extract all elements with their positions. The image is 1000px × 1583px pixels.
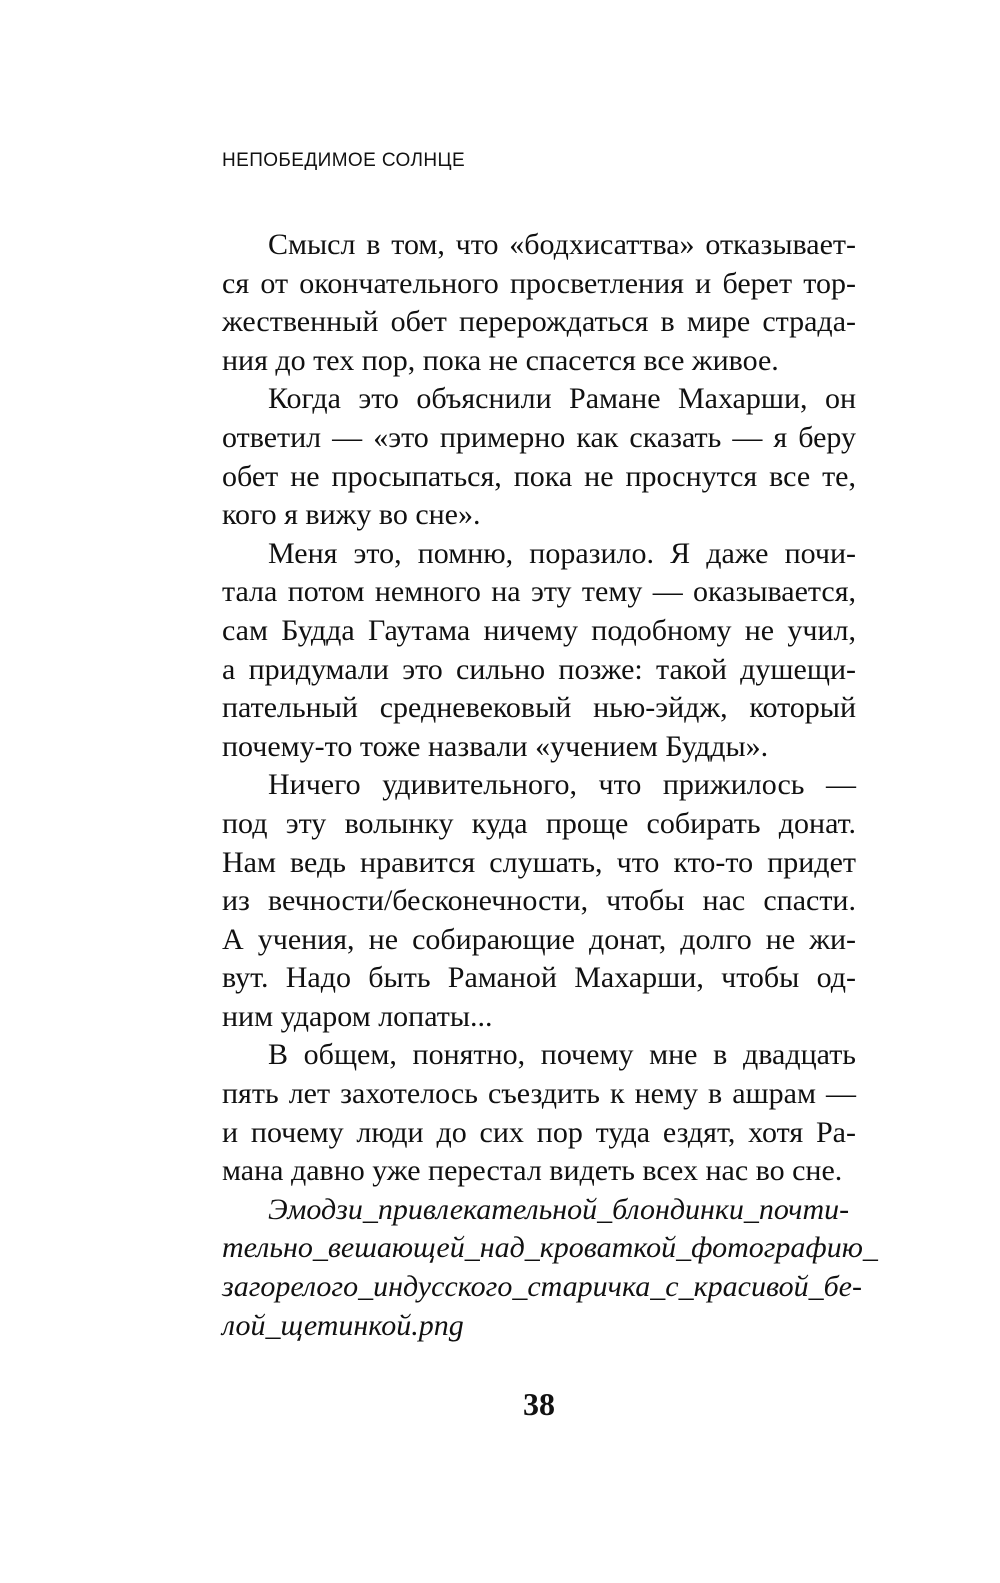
text-line: мана давно уже перестал видеть всех нас во сне.	[222, 1154, 843, 1188]
text-line: тала потом немного на эту тему — оказывается,	[222, 575, 856, 609]
text-line: обет не просыпаться, пока не проснутся все те,	[222, 459, 856, 493]
text-line: жественный обет перерождаться в мире страда-	[222, 305, 856, 339]
text-line: ним ударом лопаты...	[222, 999, 493, 1033]
paragraph-3	[222, 535, 856, 767]
paragraph-5	[222, 1036, 856, 1190]
paragraph-2	[222, 380, 856, 534]
text-line: А учения, не собирающие донат, долго не жи-	[222, 922, 856, 956]
text-line: под эту волынку куда проще собирать донат.	[222, 806, 856, 840]
text-line: Смысл в том, что «бодхисаттва» отказывает-	[268, 228, 856, 261]
text-line: лой_щетинкой.png	[222, 1308, 464, 1342]
text-line: вут. Надо быть Раманой Махарши, чтобы од-	[222, 961, 856, 995]
text-line: загорелого_индусского_старичка_с_красивой_бе-	[222, 1270, 862, 1304]
text-line: и почему люди до сих пор туда ездят, хотя Ра-	[222, 1115, 856, 1149]
text-line: Эмодзи_привлекательной_блондинки_почти-	[268, 1192, 850, 1226]
paragraph-emoji-caption	[222, 1191, 878, 1345]
text-line: Меня это, помню, поразило. Я даже почи-	[268, 536, 856, 570]
text-line: В общем, понятно, почему мне в двадцать	[268, 1038, 856, 1072]
text-line: из вечности/бесконечности, чтобы нас спасти.	[222, 884, 856, 918]
text-line: пять лет захотелось съездить к нему в ашрам —	[222, 1077, 856, 1111]
text-line: а придумали это сильно позже: такой душещи-	[222, 652, 856, 686]
text-line: тельно_вешающей_над_кроваткой_фотографию_	[222, 1231, 878, 1265]
body-text	[222, 226, 878, 1345]
paragraph-1	[222, 226, 856, 380]
paragraph-4	[222, 766, 856, 1036]
text-line: почему-то тоже назвали «учением Будды».	[222, 729, 769, 763]
text-line: ния до тех пор, пока не спасется все живое.	[222, 343, 779, 377]
text-line: ответил — «это примерно как сказать — я беру	[222, 420, 856, 454]
text-line: пательный средневековый нью-эйдж, который	[222, 691, 856, 725]
text-line: ся от окончательного просветления и берет тор-	[222, 266, 856, 300]
text-line: Нам ведь нравится слушать, что кто-то придет	[222, 845, 856, 879]
running-head: НЕПОБЕДИМОЕ СОЛНЦЕ	[222, 150, 466, 171]
text-line: сам Будда Гаутама ничему подобному не учил,	[222, 613, 856, 647]
page-number: 38	[523, 1386, 555, 1422]
text-line: кого я вижу во сне».	[222, 498, 481, 532]
text-line: Ничего удивительного, что прижилось —	[268, 768, 856, 802]
text-line: Когда это объяснили Рамане Махарши, он	[268, 382, 856, 416]
